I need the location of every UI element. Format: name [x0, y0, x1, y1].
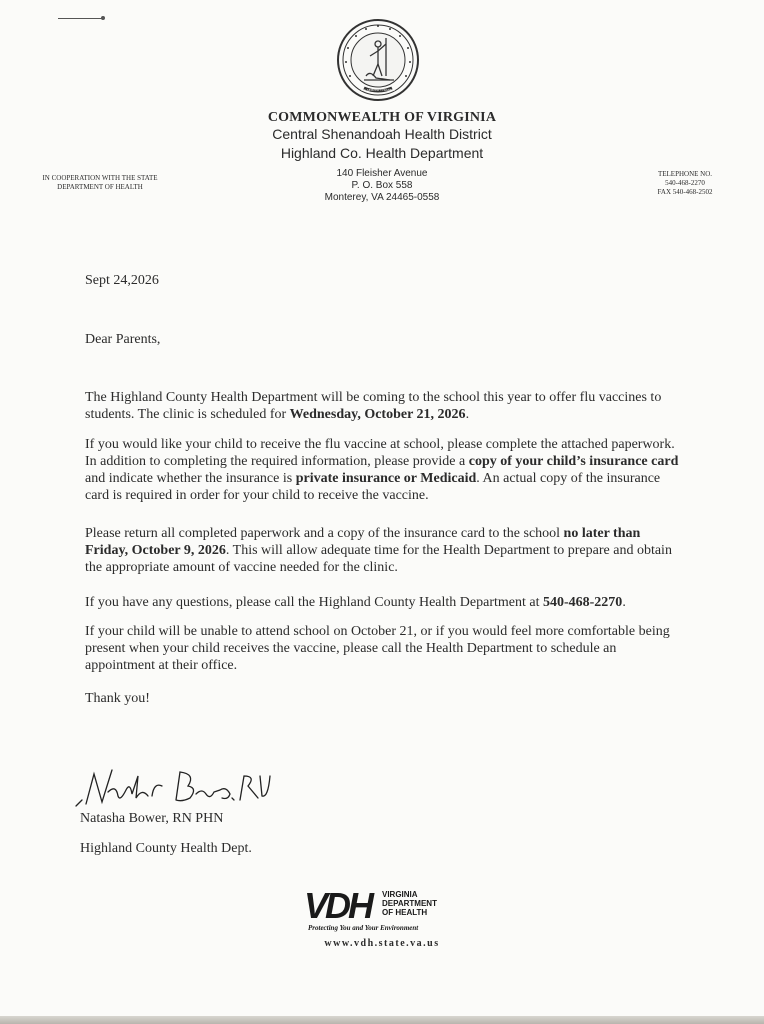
insurance-card-note: copy of your child’s insurance card [468, 454, 679, 469]
telephone-label: TELEPHONE NO. [657, 170, 713, 178]
p3-text-c: . This will allow adequate time for the Health Department to prepare and obtain the appropriate amount of vaccine needed for the clinic. [85, 543, 672, 575]
address-street: 140 Fleisher Avenue [336, 168, 428, 179]
paragraph-deadline [85, 525, 685, 576]
p4-text: If you have any questions, please call the Highland County Health Department at [85, 595, 543, 610]
p2-text-e: . An actual copy of the insurance card is required in order for your child to receive the vaccine. [85, 471, 661, 503]
closing: Thank you! [85, 691, 150, 706]
contact-phone: 540-468-2270 [542, 595, 623, 610]
letter-date: Sept 24,2026 [85, 273, 159, 288]
vdh-logo-letters: VDH [304, 885, 372, 926]
vdh-tagline: Protecting You and Your Environment [308, 924, 419, 932]
address-city: Monterey, VA 24465-0558 [324, 192, 440, 203]
insurance-type-note: private insurance or Medicaid [295, 471, 477, 486]
telephone-number: 540-468-2270 [665, 179, 705, 187]
return-deadline: no later than Friday, October 9, 2026 [85, 526, 641, 558]
p1-end: . [465, 407, 470, 422]
p4-end: . [622, 595, 626, 610]
vdh-word-virginia: VIRGINIA [382, 890, 418, 899]
vdh-logo [304, 885, 464, 938]
p2-text-a: If you would like your child to receive the flu vaccine at school, please complete the attached paperwork. In addition to completing the required information, please provide a [85, 437, 675, 469]
handwritten-signature [72, 762, 272, 812]
paragraph-paperwork [85, 436, 685, 504]
vdh-word-department: DEPARTMENT [382, 899, 437, 908]
phone-block [640, 170, 730, 197]
letterhead-department: Highland Co. Health Department [280, 145, 484, 161]
fax-number: FAX 540-468-2502 [657, 188, 713, 196]
vdh-word-of-health: OF HEALTH [382, 908, 428, 917]
website-url: www.vdh.state.va.us [324, 938, 440, 949]
cooperation-line-2: DEPARTMENT OF HEALTH [57, 183, 143, 191]
virginia-seal-icon [336, 18, 420, 102]
cooperation-line-1: IN COOPERATION WITH THE STATE [42, 174, 158, 182]
p2-text-c: and indicate whether the insurance is [85, 471, 296, 486]
paragraph-questions [85, 594, 685, 611]
seal-motto: SIC SEMPER TYRANNIS [361, 88, 395, 92]
salutation: Dear Parents, [85, 332, 161, 347]
p3-text-a: Please return all completed paperwork and a copy of the insurance card to the school [85, 526, 564, 541]
p1-text: The Highland County Health Department will be coming to the school this year to offer flu vaccines to students. The clinic is scheduled for [85, 390, 662, 422]
letterhead-district: Central Shenandoah Health District [272, 126, 492, 142]
page-bottom-edge [0, 1016, 764, 1024]
letterhead-title: COMMONWEALTH OF VIRGINIA [267, 110, 497, 125]
vdh-logo-words [382, 890, 437, 917]
cooperation-note [30, 174, 170, 192]
clinic-date: Wednesday, October 21, 2026 [289, 407, 466, 422]
address-po-box: P. O. Box 558 [351, 180, 413, 191]
paragraph-appointment [85, 623, 685, 674]
paragraph-clinic [85, 389, 685, 423]
corner-mark [58, 18, 102, 19]
signer-name: Natasha Bower, RN PHN [80, 811, 224, 826]
signer-organization: Highland County Health Dept. [80, 841, 252, 856]
p5-text: If your child will be unable to attend school on October 21, or if you would feel more comfortable being present when your child receives the vaccine, please call the Health Department to schedule an appointment at their office. [85, 624, 670, 673]
